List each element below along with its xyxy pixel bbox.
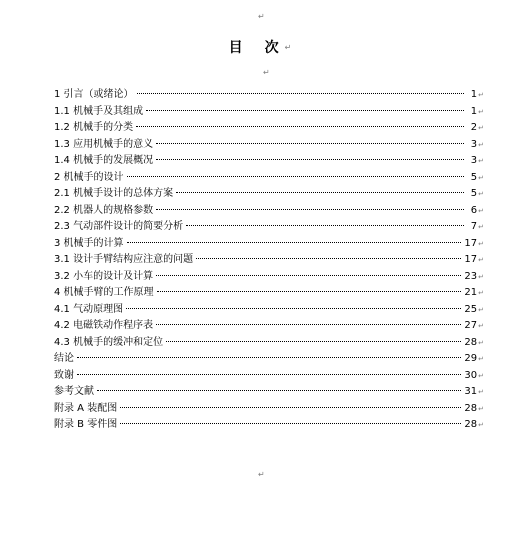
toc-entry-page: 3: [470, 138, 478, 150]
toc-entry-page: 7: [470, 221, 478, 232]
toc-entry-label: 4 机械手臂的工作原理: [54, 287, 154, 298]
toc-leader-dots: [166, 340, 461, 342]
toc-leader-dots: [126, 307, 461, 309]
paragraph-mark: ↵: [478, 289, 484, 297]
paragraph-mark: ↵: [478, 388, 484, 396]
paragraph-mark: ↵: [478, 140, 484, 149]
toc-entry-label: 1.2 机械手的分类: [54, 122, 134, 133]
toc-entry-label: 2 机械手的设计: [54, 171, 124, 183]
toc-entry[interactable]: [54, 269, 484, 286]
toc-entry-page: 29: [464, 353, 478, 364]
toc-entry[interactable]: [54, 104, 484, 121]
toc-entry[interactable]: [54, 368, 484, 385]
table-of-contents: [54, 87, 484, 434]
toc-entry-page: 17: [464, 254, 478, 265]
toc-entry[interactable]: [54, 219, 484, 236]
toc-leader-dots: [156, 158, 464, 160]
toc-entry-page: 5: [470, 188, 478, 199]
toc-entry-label: 结论: [54, 353, 74, 364]
toc-leader-dots: [77, 356, 461, 358]
toc-entry-label: 1 引言（或绪论）: [54, 89, 134, 100]
toc-entry-page: 30: [464, 369, 478, 381]
toc-entry[interactable]: [54, 351, 484, 368]
toc-leader-dots: [176, 191, 464, 193]
toc-entry-page: 1: [470, 105, 478, 117]
toc-leader-dots: [156, 142, 464, 144]
toc-entry-page: 5: [470, 171, 478, 183]
toc-entry[interactable]: [54, 186, 484, 203]
paragraph-mark-title: ↵: [284, 43, 292, 52]
toc-entry[interactable]: [54, 318, 484, 335]
toc-heading-left: 目: [228, 40, 243, 56]
paragraph-mark: ↵: [478, 421, 484, 429]
toc-leader-dots: [97, 389, 461, 391]
toc-entry-label: 4.3 机械手的缓冲和定位: [54, 336, 164, 348]
toc-leader-dots: [136, 125, 464, 127]
paragraph-mark: ↵: [478, 173, 484, 182]
toc-heading: [0, 40, 520, 56]
toc-entry-label: 附录 A 装配图: [54, 402, 118, 414]
toc-leader-dots: [127, 241, 462, 243]
toc-leader-dots: [186, 224, 464, 226]
paragraph-mark: ↵: [478, 223, 484, 231]
toc-entry[interactable]: [54, 170, 484, 187]
toc-entry[interactable]: [54, 401, 484, 418]
paragraph-mark: ↵: [478, 190, 484, 198]
toc-leader-dots: [137, 92, 465, 94]
toc-entry-label: 1.3 应用机械手的意义: [54, 138, 154, 150]
toc-entry-page: 25: [464, 303, 478, 315]
toc-leader-dots: [120, 422, 461, 424]
paragraph-mark: ↵: [478, 157, 484, 165]
toc-entry[interactable]: [54, 153, 484, 170]
toc-entry-page: 6: [470, 204, 478, 216]
toc-entry-label: 4.1 气动原理图: [54, 303, 124, 315]
toc-entry-page: 1: [470, 89, 478, 100]
toc-entry-label: 2.2 机器人的规格参数: [54, 204, 154, 216]
toc-entry[interactable]: [54, 203, 484, 220]
toc-entry-label: 3 机械手的计算: [54, 237, 124, 249]
toc-leader-dots: [146, 109, 464, 111]
toc-entry-page: 28: [464, 402, 478, 414]
toc-entry[interactable]: [54, 87, 484, 104]
paragraph-mark-after-title: ↵: [263, 68, 270, 77]
toc-leader-dots: [157, 290, 462, 292]
toc-entry[interactable]: [54, 120, 484, 137]
toc-leader-dots: [196, 257, 461, 259]
paragraph-mark: ↵: [478, 404, 484, 413]
toc-entry-page: 23: [464, 270, 478, 282]
paragraph-mark: ↵: [478, 91, 484, 99]
toc-leader-dots: [156, 274, 461, 276]
paragraph-mark: ↵: [478, 256, 484, 264]
paragraph-mark: ↵: [478, 272, 484, 281]
toc-entry-label: 1.1 机械手及其组成: [54, 105, 144, 117]
toc-entry[interactable]: [54, 335, 484, 352]
toc-entry-page: 28: [464, 419, 478, 430]
paragraph-mark: ↵: [478, 371, 484, 380]
toc-entry-label: 2.1 机械手设计的总体方案: [54, 188, 174, 199]
toc-leader-dots: [156, 323, 461, 325]
paragraph-mark: ↵: [478, 338, 484, 347]
toc-leader-dots: [156, 208, 464, 210]
toc-entry-label: 参考文献: [54, 386, 94, 397]
toc-entry-label: 4.2 电磁铁动作程序表: [54, 320, 154, 331]
paragraph-mark: ↵: [478, 239, 484, 248]
toc-entry[interactable]: [54, 252, 484, 269]
paragraph-mark-bottom: ↵: [258, 470, 265, 479]
toc-entry-page: 17: [464, 237, 478, 249]
toc-leader-dots: [127, 175, 465, 177]
toc-entry-label: 1.4 机械手的发展概况: [54, 155, 154, 166]
toc-entry[interactable]: [54, 302, 484, 319]
paragraph-mark: ↵: [478, 305, 484, 314]
paragraph-mark-top: ↵: [258, 12, 265, 21]
toc-leader-dots: [120, 406, 461, 408]
paragraph-mark: ↵: [478, 124, 484, 132]
toc-entry-label: 3.2 小车的设计及计算: [54, 270, 154, 282]
paragraph-mark: ↵: [478, 206, 484, 215]
toc-entry-label: 致谢: [54, 369, 74, 381]
toc-entry-page: 21: [464, 287, 478, 298]
toc-entry-page: 28: [464, 336, 478, 348]
toc-entry[interactable]: [54, 417, 484, 434]
toc-leader-dots: [77, 373, 461, 375]
toc-entry-page: 3: [470, 155, 478, 166]
toc-entry-label: 2.3 气动部件设计的简要分析: [54, 221, 184, 232]
toc-entry[interactable]: [54, 285, 484, 302]
paragraph-mark: ↵: [478, 107, 484, 116]
toc-entry-page: 27: [464, 320, 478, 331]
paragraph-mark: ↵: [478, 322, 484, 330]
toc-heading-right: 次: [264, 40, 279, 56]
toc-entry-label: 3.1 设计手臂结构应注意的问题: [54, 254, 194, 265]
toc-entry[interactable]: [54, 236, 484, 253]
toc-entry-page: 2: [470, 122, 478, 133]
toc-entry-label: 附录 B 零件图: [54, 419, 118, 430]
toc-entry[interactable]: [54, 137, 484, 154]
toc-entry-page: 31: [464, 386, 478, 397]
toc-entry[interactable]: [54, 384, 484, 401]
paragraph-mark: ↵: [478, 355, 484, 363]
